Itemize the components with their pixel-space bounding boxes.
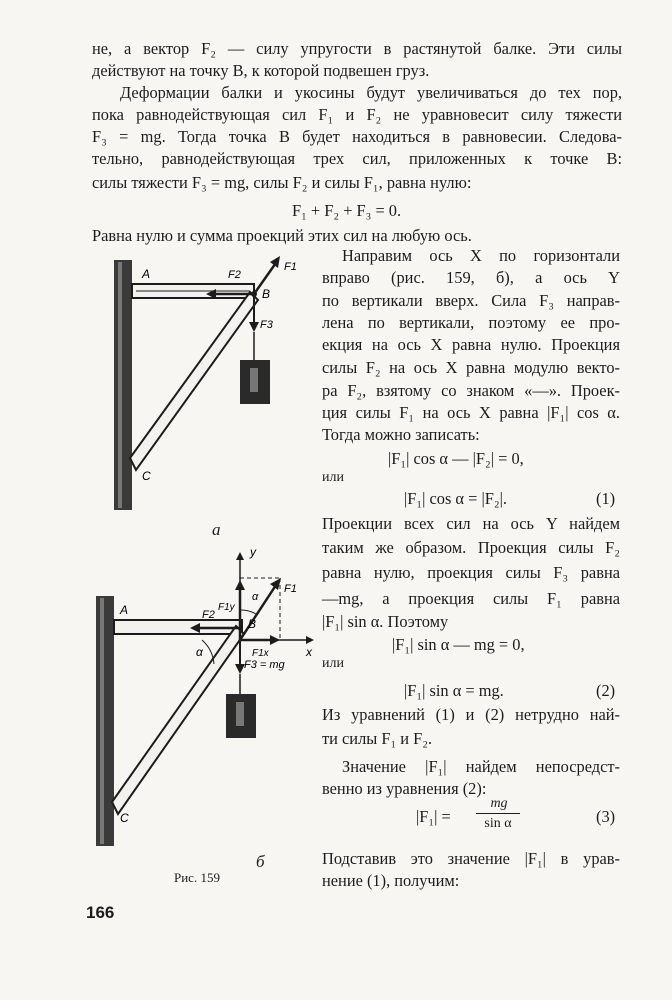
equation: |F₁| cos α — |F₂| = 0, xyxy=(388,449,524,468)
label-f1: F1 xyxy=(284,261,297,273)
text-line: ра F₂, взятому со знаком «—». Проек- xyxy=(322,381,620,400)
equation-number: (2) xyxy=(596,681,616,700)
figure-label-a: а xyxy=(212,520,221,539)
label-alpha: α xyxy=(196,645,203,659)
text-line: Направим ось X по горизонтали xyxy=(342,246,620,265)
force-f3-arrowhead xyxy=(249,322,259,332)
angle-arc-alpha xyxy=(240,610,256,614)
text-line: Деформации балки и укосины будут увеличиваться до тех пор, xyxy=(120,83,622,102)
weight-highlight xyxy=(250,368,258,392)
wall-texture xyxy=(100,598,104,844)
force-f1-arrow xyxy=(240,582,278,640)
label-x-axis: x xyxy=(306,645,312,659)
text-line: екция на ось X равна нулю. Проекция xyxy=(322,335,620,354)
force-f1-arrowhead xyxy=(270,578,281,590)
page-number: 166 xyxy=(86,903,115,922)
figure-caption: Рис. 159 xyxy=(174,870,220,885)
equation-number: (1) xyxy=(596,489,616,508)
text-line: Из уравнений (1) и (2) нетрудно най- xyxy=(322,705,620,724)
text-line: нение (1), получим: xyxy=(322,871,460,890)
text-line: не, а вектор F₂ — силу упругости в растянутой балке. Эти силы xyxy=(92,39,622,58)
label-f2: F2 xyxy=(228,269,241,281)
label-b: B xyxy=(262,287,271,301)
text-line: силы F₂ на ось X равна модулю векто- xyxy=(322,358,620,377)
text-line: Значение |F₁| найдем непосредст- xyxy=(342,757,620,776)
vector-equation: F₁ + F₂ + F₃ = 0. xyxy=(292,201,402,220)
force-f1y-arrowhead xyxy=(235,580,245,590)
label-y-axis: y xyxy=(250,545,256,559)
text-line: венно из уравнения (2): xyxy=(322,779,487,798)
text-line: ция силы F₁ на ось X равна |F₁| cos α. xyxy=(322,403,620,422)
text-line: силы тяжести F₃ = mg, силы F₂ и силы F₁, равна нулю: xyxy=(92,173,472,192)
label-a: A xyxy=(142,267,151,281)
equation-number: (3) xyxy=(596,807,616,826)
strut-bc xyxy=(130,292,258,470)
wall-texture xyxy=(118,262,122,508)
text-line: по вертикали вверх. Сила F₃ направ- xyxy=(322,291,620,310)
label-f1: F1 xyxy=(284,583,297,595)
text-line: Тогда можно записать: xyxy=(322,425,480,444)
figure-b-force-diagram xyxy=(84,540,322,860)
label-alpha: α xyxy=(252,591,259,603)
y-axis-arrowhead xyxy=(236,552,244,560)
text-line: —mg, а проекция силы F₁ равна xyxy=(322,589,620,608)
label-f3-mg: F3 = mg xyxy=(244,659,285,671)
label-f1x: F1x xyxy=(252,648,269,659)
label-c: C xyxy=(120,811,129,825)
equation: |F₁| sin α — mg = 0, xyxy=(392,635,525,654)
text-line: тельно, равнодействующая трех сил, приложенных к точке B: xyxy=(92,149,622,168)
wall xyxy=(114,260,132,510)
text-line: действуют на точку B, к которой подвешен груз. xyxy=(92,61,430,80)
text-line: вправо (рис. 159, б), а ось Y xyxy=(322,268,620,287)
fraction-numerator: mg xyxy=(490,796,508,811)
x-axis-arrowhead xyxy=(306,636,314,644)
figure-label-b: б xyxy=(256,852,265,871)
text-line: F₃ = mg. Тогда точка B будет находиться в равновесии. Следова- xyxy=(92,127,622,146)
wall xyxy=(96,596,114,846)
text-line: или xyxy=(322,656,344,671)
equation: |F₁| cos α = |F₂|. xyxy=(404,489,507,508)
label-b: B xyxy=(248,617,257,631)
label-a: A xyxy=(120,603,129,617)
text-line: равна нулю, проекция силы F₃ равна xyxy=(322,563,620,582)
label-f1y: F1y xyxy=(218,602,235,613)
equation-lhs: |F₁| = xyxy=(416,807,451,826)
text-line: лена по вертикали, поэтому ее про- xyxy=(322,313,620,332)
text-line: или xyxy=(322,470,344,485)
weight-highlight xyxy=(236,702,244,726)
text-line: Равна нулю и сумма проекций этих сил на любую ось. xyxy=(92,226,472,245)
strut-bc xyxy=(112,626,244,814)
label-c: C xyxy=(142,469,151,483)
equation: |F₁| sin α = mg. xyxy=(404,681,504,700)
text-line: Проекции всех сил на ось Y найдем xyxy=(322,514,620,533)
force-f1x-arrowhead xyxy=(270,635,280,645)
label-f2: F2 xyxy=(202,609,215,621)
fraction-denominator: sin α xyxy=(484,816,512,831)
text-line: ти силы F₁ и F₂. xyxy=(322,729,433,748)
text-line: пока равнодействующая сил F₁ и F₂ не уравновесит силу тяжести xyxy=(92,105,622,124)
text-line: |F₁| sin α. Поэтому xyxy=(322,612,449,631)
figure-a-crane-diagram xyxy=(100,248,315,518)
fraction-bar xyxy=(476,813,520,814)
label-f3: F3 xyxy=(260,319,273,331)
text-line: Подставив это значение |F₁| в урав- xyxy=(322,849,620,868)
text-line: таким же образом. Проекция силы F₂ xyxy=(322,538,620,557)
